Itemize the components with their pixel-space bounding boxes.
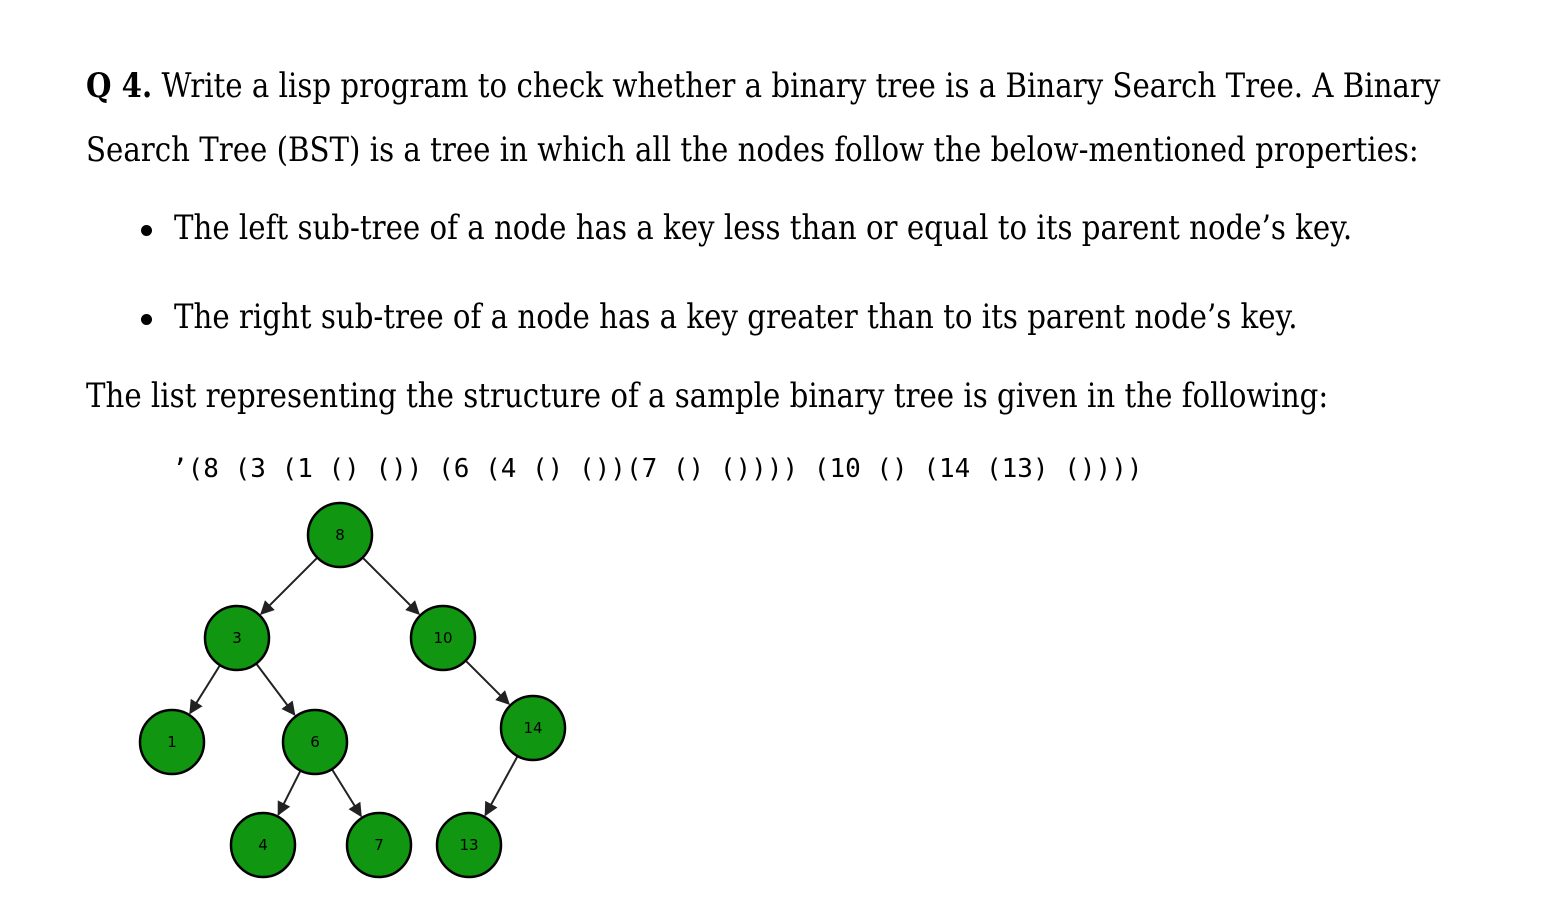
- tree-node-7: [347, 813, 411, 877]
- tree-node-6: [283, 710, 347, 774]
- tree-edge-14-13: [485, 757, 517, 815]
- property-text: The left sub-tree of a node has a key less than or equal to its parent node’s key.: [174, 208, 1353, 248]
- tree-edges: [190, 558, 517, 816]
- tree-edge-6-4: [278, 771, 300, 814]
- tree-edge-8-3: [261, 558, 317, 614]
- tree-node-label: 4: [258, 836, 268, 854]
- tree-node-label: 10: [433, 629, 453, 647]
- tree-edge-10-14: [466, 661, 509, 704]
- tree-node-4: [231, 813, 295, 877]
- tree-node-13: [437, 813, 501, 877]
- tree-node-3: [205, 606, 269, 670]
- tree-node-label: 13: [459, 836, 479, 854]
- tree-node-label: 3: [232, 629, 242, 647]
- tree-node-1: [140, 710, 204, 774]
- question-label: Q 4.: [86, 66, 153, 106]
- question-text-1: Write a lisp program to check whether a binary tree is a Binary Search Tree. A Binary: [161, 66, 1441, 106]
- lisp-list-code: ’(8 (3 (1 () ()) (6 (4 () ())(7 () ()))) (10 () (14 (13) ()))): [172, 454, 1143, 484]
- tree-edge-8-10: [363, 558, 419, 614]
- tree-node-label: 8: [335, 526, 345, 544]
- tree-node-label: 14: [523, 719, 543, 737]
- property-text: The right sub-tree of a node has a key greater than to its parent node’s key.: [174, 297, 1298, 337]
- question-text-2: Search Tree (BST) is a tree in which all the nodes follow the below-mentioned properties:: [86, 130, 1419, 170]
- intro-text: The list representing the structure of a sample binary tree is given in the following:: [86, 376, 1329, 416]
- tree-node-label: 1: [167, 733, 177, 751]
- tree-node-label: 6: [310, 733, 320, 751]
- tree-node-label: 7: [374, 836, 384, 854]
- tree-edge-6-7: [332, 770, 361, 816]
- tree-node-14: [501, 696, 565, 760]
- tree-edge-3-1: [190, 666, 219, 713]
- tree-node-10: [411, 606, 475, 670]
- tree-node-8: [308, 503, 372, 567]
- tree-edge-3-6: [257, 664, 295, 714]
